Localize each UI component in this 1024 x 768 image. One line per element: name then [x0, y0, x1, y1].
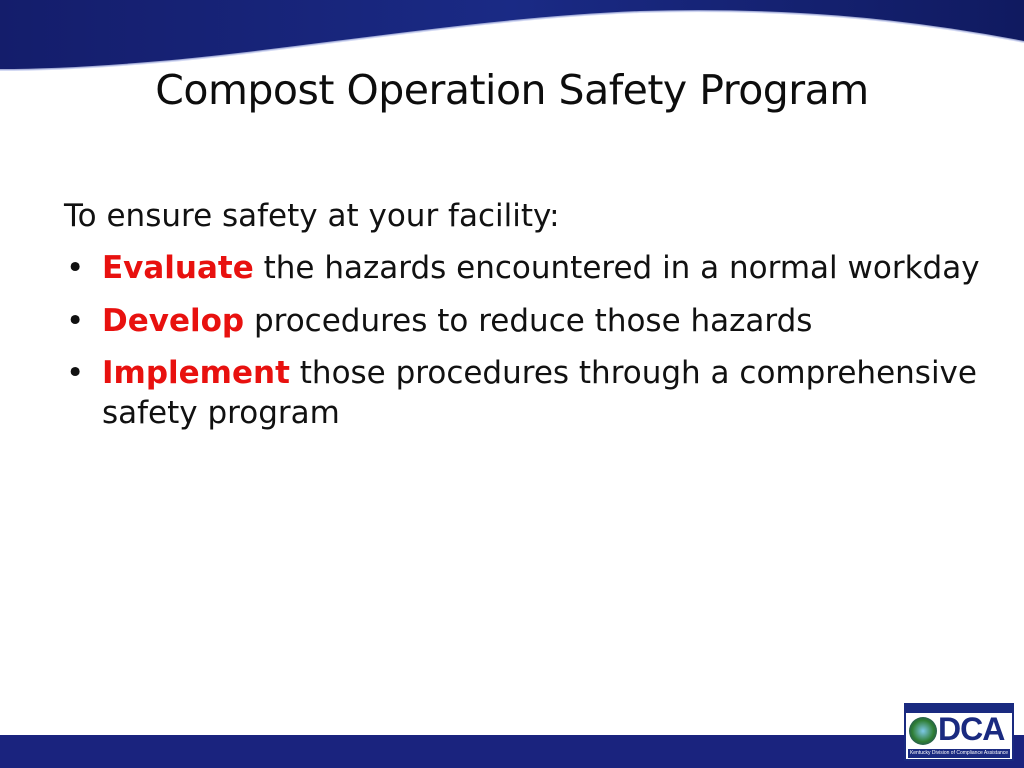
logo-text: DCA [938, 711, 1005, 747]
bullet-keyword: Develop [102, 302, 245, 339]
slide-title: Compost Operation Safety Program [155, 66, 869, 114]
bullet-text: procedures to reduce those hazards [244, 302, 813, 339]
slide-body [64, 196, 984, 445]
bullet-item-evaluate [64, 248, 984, 288]
bottom-banner [0, 735, 1024, 768]
bullet-keyword: Evaluate [102, 250, 254, 287]
bullet-keyword: Implement [102, 354, 290, 391]
bullet-text: the hazards encountered in a normal workday [253, 250, 980, 287]
intro-text: To ensure safety at your facility: [64, 198, 560, 234]
logo-caption: Kentucky Division of Compliance Assistance [909, 750, 1009, 756]
bullet-text: those procedures through a comprehensive safety program [102, 354, 977, 432]
bullet-icon: • [66, 354, 85, 391]
bullet-item-develop [64, 301, 984, 341]
bullet-item-implement [64, 353, 984, 434]
bullet-icon: • [66, 302, 85, 339]
bullet-icon: • [66, 250, 85, 287]
dca-logo [904, 703, 1014, 761]
logo-seal-icon [909, 717, 937, 745]
bullet-list [64, 248, 984, 433]
